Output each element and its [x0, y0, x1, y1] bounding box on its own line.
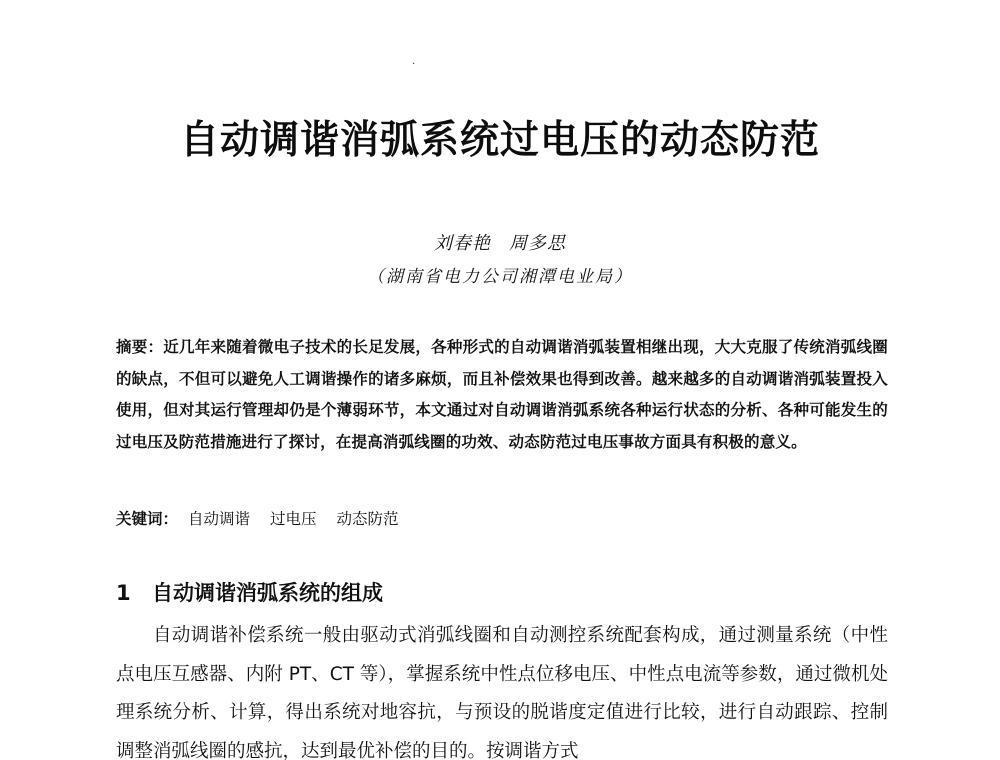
- section-number: 1: [116, 581, 131, 605]
- section-title: 自动调谐消弧系统的组成: [152, 581, 383, 605]
- keyword: 自动调谐: [188, 510, 251, 528]
- body-paragraph: 自动调谐补偿系统一般由驱动式消弧线圈和自动测控系统配套构成，通过测量系统（中性点电压互感器、内附 PT、CT 等），掌握系统中性点位移电压、中性点电流等参数，通过微机处理系统分析、计算，得出系统对地容抗，与预设的脱谐度定值进行比较，进行自动跟踪、控制调整消弧线圈的感抗，达到最优补偿的目的。按调谐方式: [116, 625, 888, 760]
- section-heading: [116, 578, 383, 608]
- abstract-label: 摘要：: [116, 338, 164, 356]
- keyword: 过电压: [270, 510, 317, 528]
- author-line: [0, 232, 1000, 256]
- scan-speck: ·: [412, 59, 416, 70]
- author-name: 周多思: [509, 233, 566, 254]
- keyword: 动态防范: [336, 510, 399, 528]
- paper-title: 自动调谐消弧系统过电压的动态防范: [179, 118, 820, 163]
- abstract-text: 近几年来随着微电子技术的长足发展，各种形式的自动调谐消弧装置相继出现，大大克服了传统消弧线圈的缺点，不但可以避免人工调谐操作的诸多麻烦，而且补偿效果也得到改善。越来越多的自动调谐消弧装置投入使用，但对其运行管理却仍是个薄弱环节，本文通过对自动调谐消弧系统各种运行状态的分析、各种可能发生的过电压及防范措施进行了探讨，在提高消弧线圈的功效、动态防范过电压事故方面具有积极的意义。: [116, 337, 888, 451]
- keywords: [116, 505, 888, 533]
- affiliation: （湖南省电力公司湘潭电业局）: [367, 267, 633, 287]
- author-name: 刘春艳: [434, 233, 491, 254]
- abstract: [116, 331, 888, 457]
- keywords-label: 关键词：: [116, 510, 179, 528]
